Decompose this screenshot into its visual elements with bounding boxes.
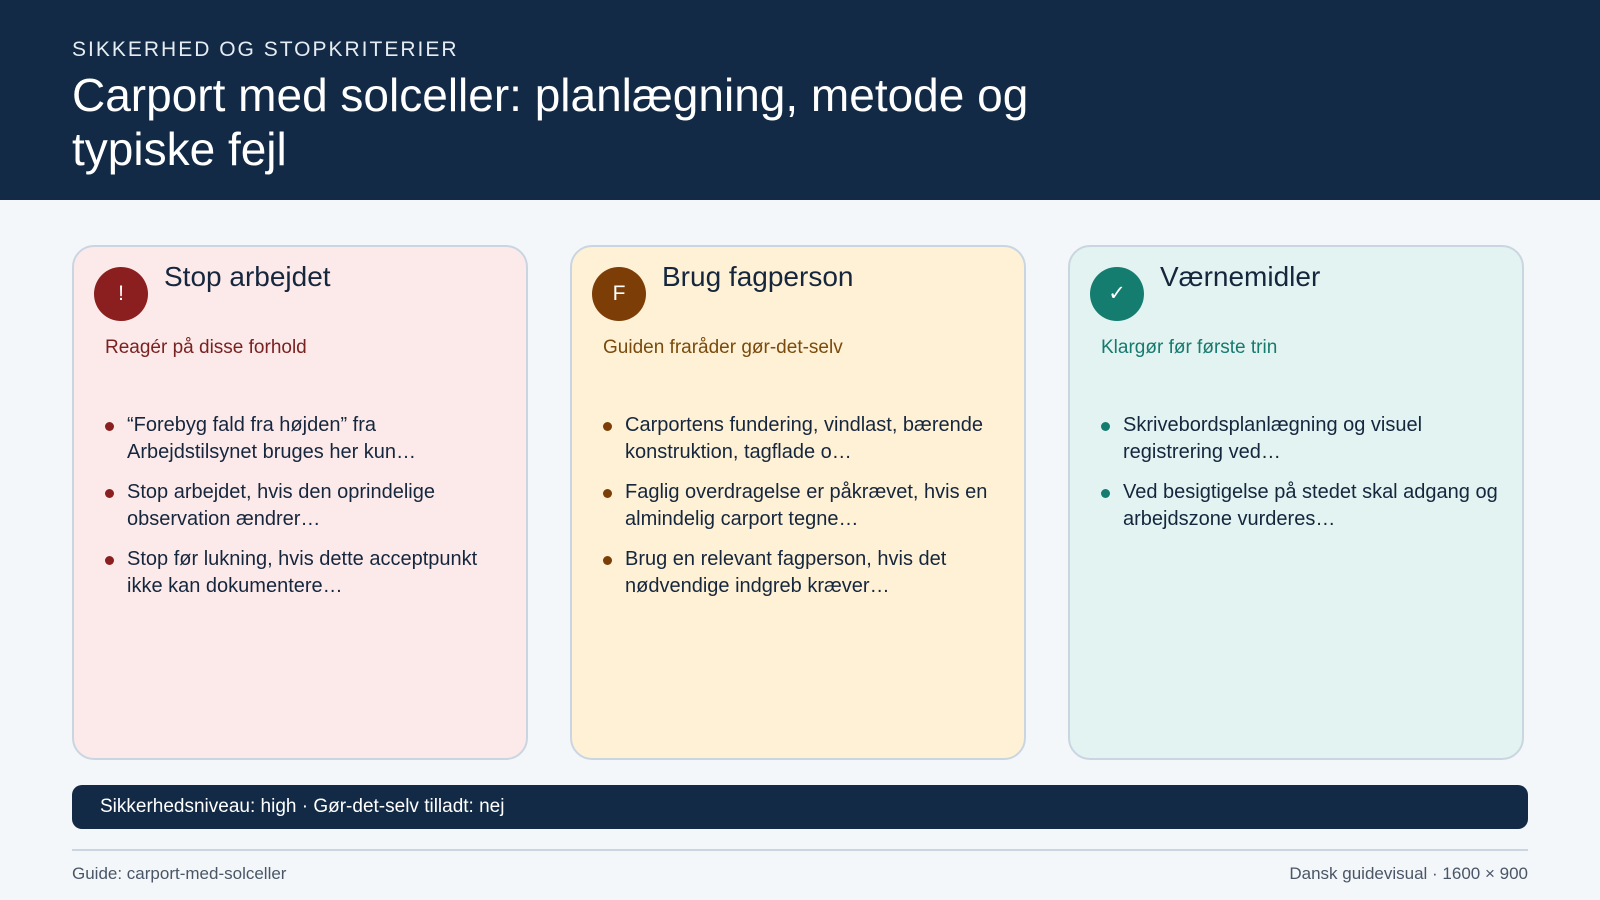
bullet-dot-icon (603, 489, 612, 498)
bullet-list (103, 412, 503, 613)
list-item (103, 479, 503, 533)
page-title: Carport med solceller: planlægning, metode og typiske fejl (72, 69, 1029, 175)
bullet-dot-icon (105, 422, 114, 431)
alert-icon: ! (94, 267, 148, 321)
list-item (601, 546, 1001, 600)
card-subtitle: Guiden fraråder gør-det-selv (603, 337, 843, 358)
protective-equipment-card (1068, 245, 1524, 760)
footer-meta-label: Dansk guidevisual · 1600 × 900 (1289, 864, 1528, 883)
card-title: Værnemidler (1160, 261, 1321, 292)
list-item (1099, 412, 1499, 466)
checkmark-icon: ✓ (1090, 267, 1144, 321)
list-item (103, 412, 503, 466)
bullet-dot-icon (603, 556, 612, 565)
list-item-text: Ved besigtigelse på stedet skal adgang og arbejdszone vurderes… (1123, 481, 1498, 530)
list-item-text: Carportens fundering, vindlast, bærende konstruktion, tagflade o… (625, 414, 983, 463)
bullet-list (1099, 412, 1499, 546)
safety-status-bar: Sikkerhedsniveau: high · Gør-det-selv tilladt: nej (72, 785, 1528, 829)
list-item (601, 479, 1001, 533)
list-item-text: Stop arbejdet, hvis den oprindelige observation ændrer… (127, 481, 435, 530)
bullet-dot-icon (603, 422, 612, 431)
professional-icon: F (592, 267, 646, 321)
list-item-text: Faglig overdragelse er påkrævet, hvis en almindelig carport tegne… (625, 481, 988, 530)
list-item-text: “Forebyg fald fra højden” fra Arbejdstilsynet bruges her kun… (127, 414, 417, 463)
bullet-dot-icon (1101, 422, 1110, 431)
bullet-dot-icon (105, 556, 114, 565)
stop-work-card (72, 245, 528, 760)
page-eyebrow: SIKKERHED OG STOPKRITERIER (72, 38, 459, 61)
page-header (0, 0, 1600, 200)
list-item (103, 546, 503, 600)
list-item-text: Stop før lukning, hvis dette acceptpunkt ikke kan dokumentere… (127, 548, 478, 597)
card-subtitle: Klargør før første trin (1101, 337, 1278, 358)
footer-guide-label: Guide: carport-med-solceller (72, 864, 287, 883)
list-item-text: Skrivebordsplanlægning og visuel registrering ved… (1123, 414, 1423, 463)
list-item (1099, 479, 1499, 533)
bullet-dot-icon (1101, 489, 1110, 498)
professional-card (570, 245, 1026, 760)
footer-divider (72, 849, 1528, 851)
bullet-list (601, 412, 1001, 613)
card-subtitle: Reagér på disse forhold (105, 337, 307, 358)
list-item (601, 412, 1001, 466)
card-title: Brug fagperson (662, 261, 854, 292)
bullet-dot-icon (105, 489, 114, 498)
card-title: Stop arbejdet (164, 261, 331, 292)
list-item-text: Brug en relevant fagperson, hvis det nødvendige indgreb kræver… (625, 548, 947, 597)
